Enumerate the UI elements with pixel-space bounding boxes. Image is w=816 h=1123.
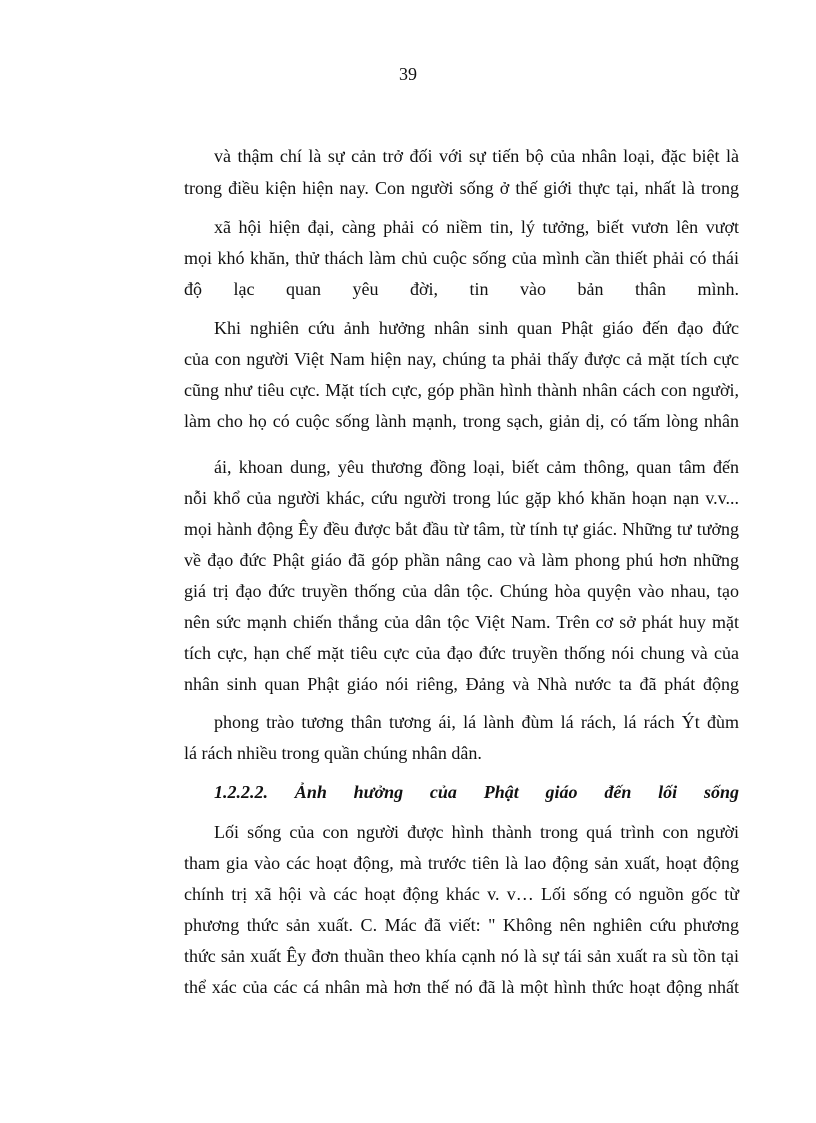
text-line: ái, khoan dung, yêu thương đồng loại, biết cảm thông, quan tâm đến: [214, 457, 739, 477]
text-line: nỗi khổ của người khác, cứu người trong lúc gặp khó khăn hoạn nạn v.v...: [184, 488, 739, 508]
text-line: Khi nghiên cứu ảnh hưởng nhân sinh quan Phật giáo đến đạo đức: [214, 318, 739, 338]
text-line: cũng như tiêu cực. Mặt tích cực, góp phần hình thành nhân cách con người,: [184, 380, 739, 400]
text-line: độ lạc quan yêu đời, tin vào bản thân mình.: [184, 279, 739, 299]
text-line: nên sức mạnh chiến thắng của dân tộc Việt Nam. Trên cơ sở phát huy mặt: [184, 612, 739, 632]
text-line: làm cho họ có cuộc sống lành mạnh, trong sạch, giản dị, có tấm lòng nhân: [184, 411, 739, 431]
text-line: Lối sống của con người được hình thành trong quá trình con người: [214, 822, 739, 842]
text-line: của con người Việt Nam hiện nay, chúng ta phải thấy được cả mặt tích cực: [184, 349, 739, 369]
text-line: lá rách nhiều trong quần chúng nhân dân.: [184, 743, 482, 763]
text-line: phong trào tương thân tương ái, lá lành đùm lá rách, lá rách Ýt đùm: [214, 712, 739, 732]
section-heading: 1.2.2.2. Ảnh hưởng của Phật giáo đến lối sống: [214, 782, 739, 802]
text-line: tích cực, hạn chế mặt tiêu cực của đạo đức truyền thống nói chung và của: [184, 643, 739, 663]
text-line: và thậm chí là sự cản trở đối với sự tiến bộ của nhân loại, đặc biệt là: [214, 146, 739, 166]
text-line: tham gia vào các hoạt động, mà trước tiên là lao động sản xuất, hoạt động: [184, 853, 739, 873]
text-line: thức sản xuất Êy đơn thuần theo khía cạnh nó là sự tái sản xuất ra sù tồn tại: [184, 946, 739, 966]
text-line: giá trị đạo đức truyền thống của dân tộc. Chúng hòa quyện vào nhau, tạo: [184, 581, 739, 601]
text-line: xã hội hiện đại, càng phải có niềm tin, lý tưởng, biết vươn lên vượt: [214, 217, 739, 237]
text-line: về đạo đức Phật giáo đã góp phần nâng cao và làm phong phú hơn những: [184, 550, 739, 570]
text-line: mọi khó khăn, thử thách làm chủ cuộc sống của mình cần thiết phải có thái: [184, 248, 739, 268]
text-line: thể xác của các cá nhân mà hơn thế nó đã là một hình thức hoạt động nhất: [184, 977, 739, 997]
text-line: chính trị xã hội và các hoạt động khác v. v… Lối sống có nguồn gốc từ: [184, 884, 739, 904]
text-line: nhân sinh quan Phật giáo nói riêng, Đảng và Nhà nước ta đã phát động: [184, 674, 739, 694]
page-number: 39: [399, 64, 417, 84]
text-line: mọi hành động Êy đều được bắt đầu từ tâm, từ tính tự giác. Những tư tưởng: [184, 519, 739, 539]
text-line: phương thức sản xuất. C. Mác đã viết: " Không nên nghiên cứu phương: [184, 915, 739, 935]
text-line: trong điều kiện hiện nay. Con người sống ở thế giới thực tại, nhất là trong: [184, 178, 739, 198]
